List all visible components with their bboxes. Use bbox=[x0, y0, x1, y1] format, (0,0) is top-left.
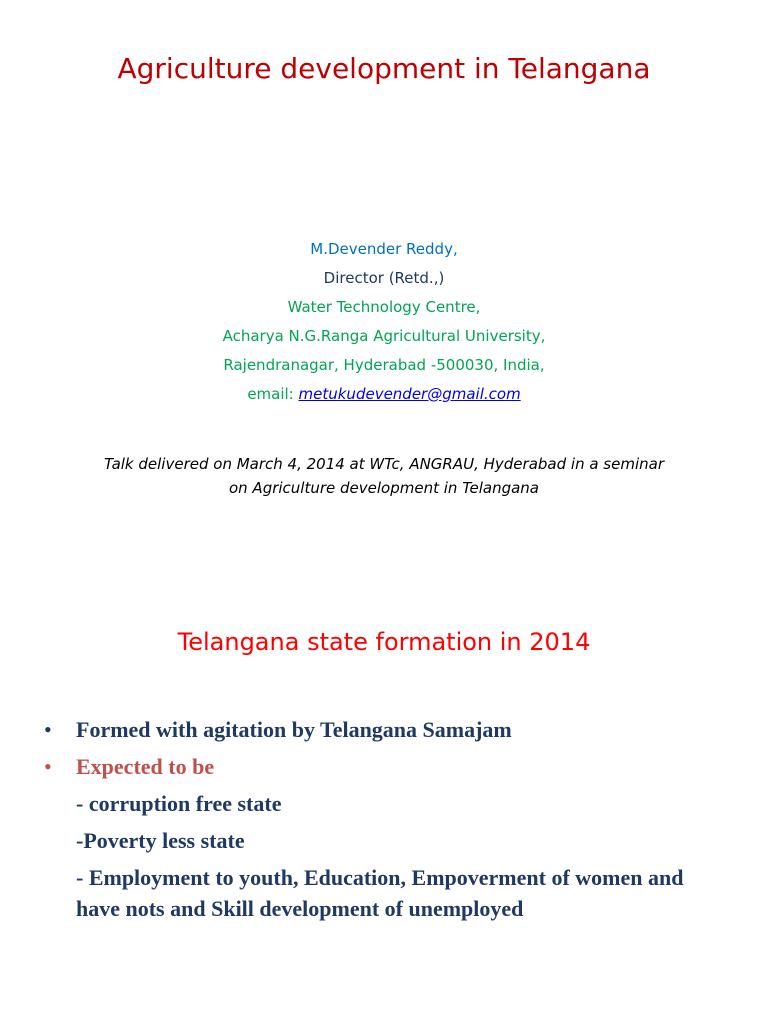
email-line bbox=[0, 380, 768, 409]
bullet-text: Expected to be bbox=[76, 754, 215, 779]
bullet-text: Formed with agitation by Telangana Samajam bbox=[76, 717, 512, 742]
author-position: Director (Retd.,) bbox=[323, 269, 445, 287]
bullet-list bbox=[44, 714, 724, 930]
slide-title: Agriculture development in Telangana bbox=[117, 52, 651, 85]
email-label: email: bbox=[247, 385, 299, 403]
author-block bbox=[0, 235, 768, 409]
sub-item: -Poverty less state bbox=[76, 828, 245, 853]
university-name: Acharya N.G.Ranga Agricultural University, bbox=[222, 327, 546, 345]
slide-2 bbox=[0, 576, 768, 1024]
address: Rajendranagar, Hyderabad -500030, India, bbox=[223, 356, 545, 374]
talk-line-1: Talk delivered on March 4, 2014 at WTc, ANGRAU, Hyderabad in a seminar bbox=[103, 455, 664, 473]
sub-item: - corruption free state bbox=[76, 791, 282, 816]
bullet-item bbox=[44, 714, 724, 745]
bullet-icon: • bbox=[44, 717, 52, 742]
slide-title: Telangana state formation in 2014 bbox=[177, 628, 591, 656]
talk-line-2: on Agriculture development in Telangana bbox=[228, 479, 540, 497]
bullet-icon: • bbox=[44, 754, 52, 779]
sub-item: - Employment to youth, Education, Empoverment of women and have nots and Skill development of unemployed bbox=[76, 865, 684, 921]
author-name: M.Devender Reddy, bbox=[310, 240, 458, 258]
bullet-item bbox=[44, 751, 724, 782]
centre-name: Water Technology Centre, bbox=[287, 298, 481, 316]
email-link[interactable]: metukudevender@gmail.com bbox=[298, 385, 521, 403]
talk-note bbox=[30, 452, 738, 500]
